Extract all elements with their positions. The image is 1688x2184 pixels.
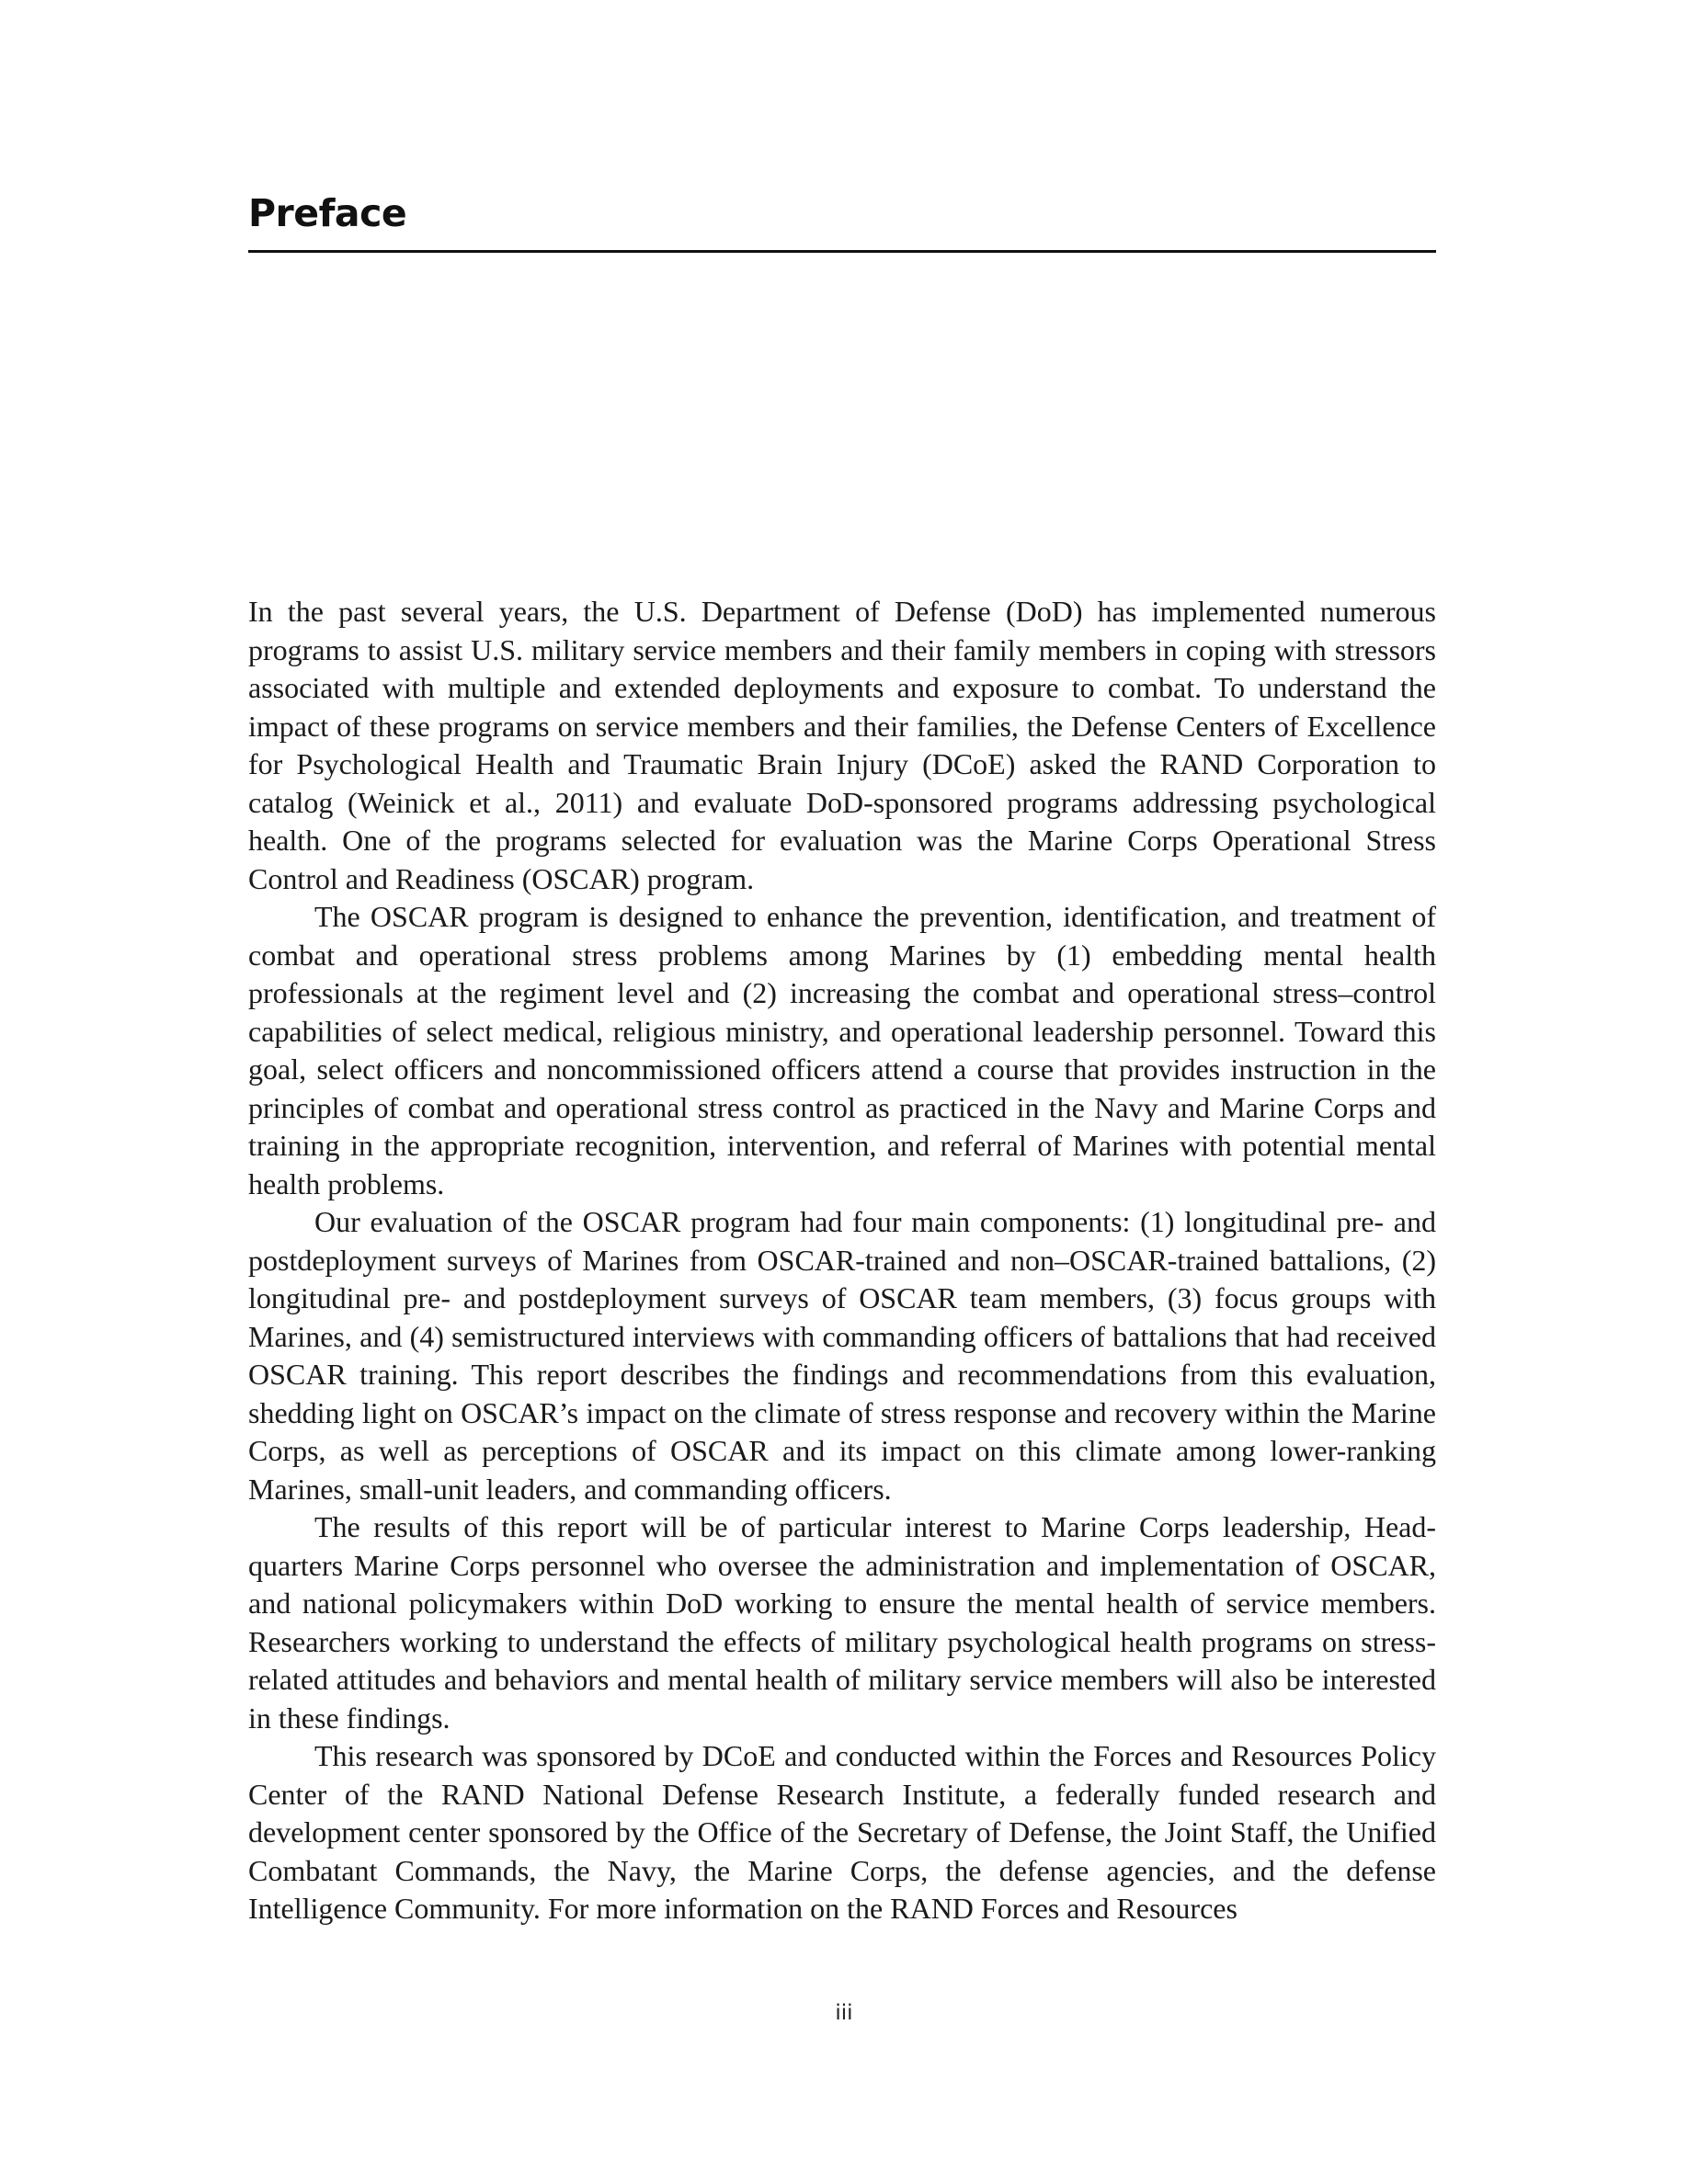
- paragraph: In the past several years, the U.S. Department of Defense (DoD) has implemented numerous programs to assist U.S. military service members and their family members in coping with stressors associated with multiple and extended deployments and exposure to combat. To understand the impact of these programs on service members and their families, the Defense Centers of Excellence for Psychological Health and Traumatic Brain Injury (DCoE) asked the RAND Corporation to catalog (Weinick et al., 2011) and evaluate DoD-sponsored programs addressing psychological health. One of the programs selected for evaluation was the Marine Corps Operational Stress Control and Readiness (OSCAR) program.: [248, 595, 1436, 895]
- heading-rule: [248, 250, 1436, 253]
- page-title: Preface: [248, 191, 407, 235]
- body-text: [248, 593, 1436, 1928]
- page-number: iii: [835, 2001, 853, 2025]
- paragraph: The OSCAR program is designed to enhance the prevention, identification, and treatment of combat and operational stress problems among Marines by (1) embedding mental health professionals at the regiment level and (2) increasing the combat and operational stress–control capabilities of select medical, religious ministry, and operational leadership personnel. Toward this goal, select officers and noncommissioned officers attend a course that provides instruction in the principles of combat and operational stress control as practiced in the Navy and Marine Corps and training in the appropriate recognition, intervention, and referral of Marines with potential mental health problems.: [248, 900, 1436, 1200]
- paragraph: The results of this report will be of particular interest to Marine Corps leadership, Headquarters Marine Corps personnel who oversee the administration and implementation of OSCAR, and national policymakers within DoD working to ensure the mental health of service members. Researchers working to understand the effects of military psychological health programs on stress-related attitudes and behaviors and mental health of military service members will also be interested in these findings.: [248, 1510, 1436, 1735]
- paragraph: Our evaluation of the OSCAR program had four main components: (1) longitudinal pre- and postdeployment surveys of Marines from OSCAR-trained and non–OSCAR-trained battalions, (2) longitudinal pre- and postdeployment surveys of OSCAR team members, (3) focus groups with Marines, and (4) semistructured interviews with commanding officers of battalions that had received OSCAR training. This report describes the findings and recommendations from this evaluation, shedding light on OSCAR’s impact on the climate of stress response and recovery within the Marine Corps, as well as perceptions of OSCAR and its impact on this climate among lower-ranking Marines, small-unit leaders, and commanding officers.: [248, 1205, 1436, 1506]
- paragraph: This research was sponsored by DCoE and conducted within the Forces and Resources Policy Center of the RAND National Defense Research Institute, a federally funded research and development center sponsored by the Office of the Secretary of Defense, the Joint Staff, the Unified Combatant Commands, the Navy, the Marine Corps, the defense agencies, and the defense Intelligence Community. For more information on the RAND Forces and Resources: [248, 1739, 1436, 1925]
